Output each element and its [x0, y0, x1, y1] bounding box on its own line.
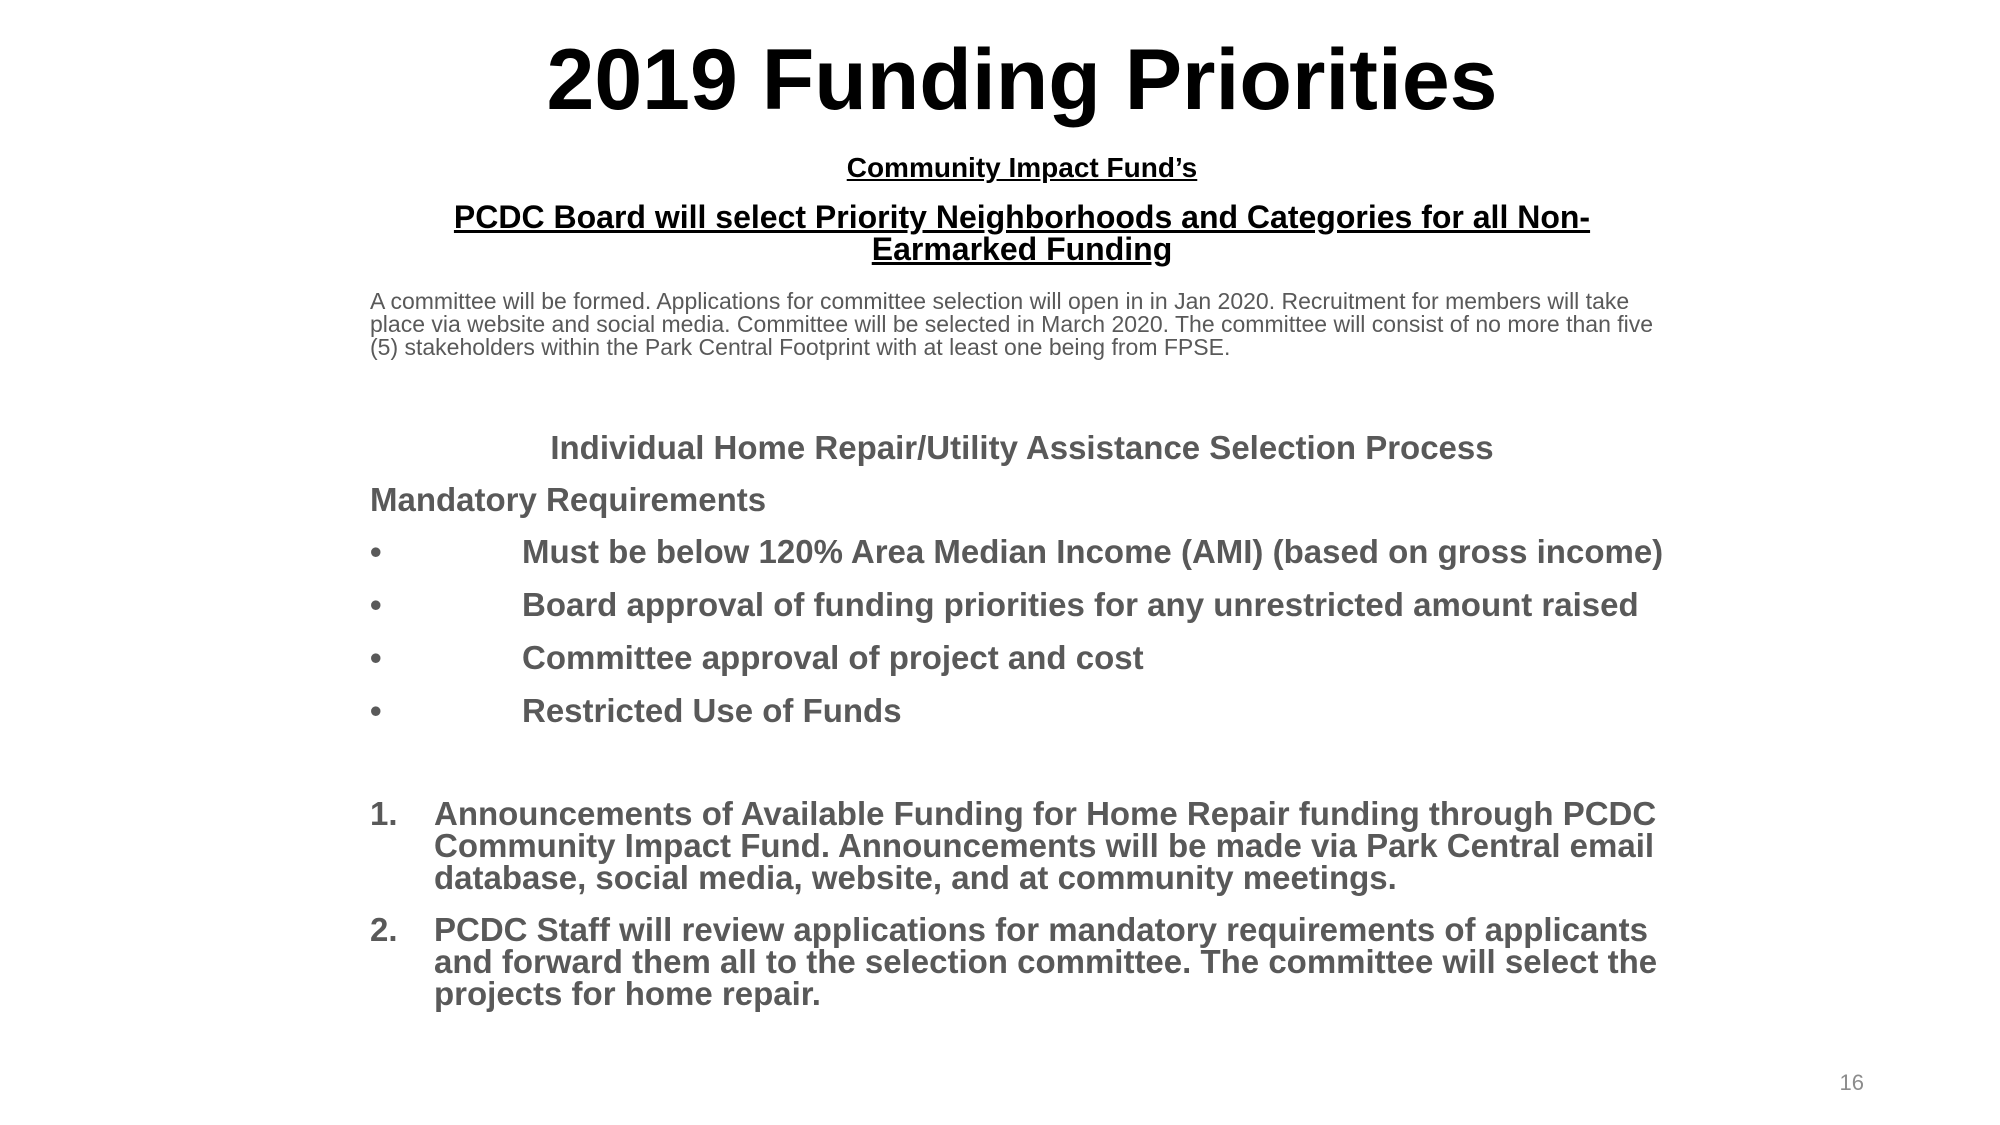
- requirement-item: [370, 585, 1690, 638]
- step-text: PCDC Staff will review applications for mandatory requirements of applicants and forward them all to the selection committee. The committee will select the projects for home repair.: [434, 911, 1658, 1012]
- bullet-icon: •: [370, 692, 382, 729]
- requirement-item: [370, 638, 1690, 691]
- bullet-icon: •: [370, 533, 382, 570]
- bullet-icon: •: [370, 639, 382, 676]
- step-text: Announcements of Available Funding for Home Repair funding through PCDC Community Impact Fund. Announcements will be made via Park Central email database, social media, website, and at community meetings.: [434, 795, 1657, 896]
- requirement-text: Committee approval of project and cost: [522, 639, 1144, 676]
- process-step: [370, 911, 1690, 1012]
- subtitle-community-impact-fund: Community Impact Fund’s: [846, 152, 1198, 183]
- committee-note: A committee will be formed. Applications for committee selection will open in in Jan 2020. Recruitment for members will take place via website and social media. Committee will be selected in March 2020. The committee will consist of no more than five (5) stakeholders within the Park Central Footprint with at least one being from FPSE.: [370, 288, 1654, 360]
- requirement-item: [370, 691, 1690, 744]
- requirement-text: Must be below 120% Area Median Income (AMI) (based on gross income): [522, 533, 1664, 570]
- step-number: 2.: [370, 911, 398, 948]
- requirements-list: [370, 532, 1690, 744]
- step-number: 1.: [370, 795, 398, 832]
- slide-title: 2019 Funding Priorities: [546, 32, 1498, 128]
- page-number: 16: [1839, 1070, 1864, 1095]
- bullet-icon: •: [370, 586, 382, 623]
- requirement-text: Restricted Use of Funds: [522, 692, 902, 729]
- process-steps-list: [370, 795, 1690, 1030]
- requirement-item: [370, 532, 1690, 585]
- requirements-heading: Mandatory Requirements: [370, 481, 767, 518]
- requirement-text: Board approval of funding priorities for any unrestricted amount raised: [522, 586, 1639, 623]
- subtitle-board-selection: PCDC Board will select Priority Neighborhoods and Categories for all Non-Earmarked Funding: [453, 199, 1591, 267]
- section-heading: Individual Home Repair/Utility Assistance Selection Process: [550, 429, 1494, 466]
- process-step: [370, 795, 1690, 896]
